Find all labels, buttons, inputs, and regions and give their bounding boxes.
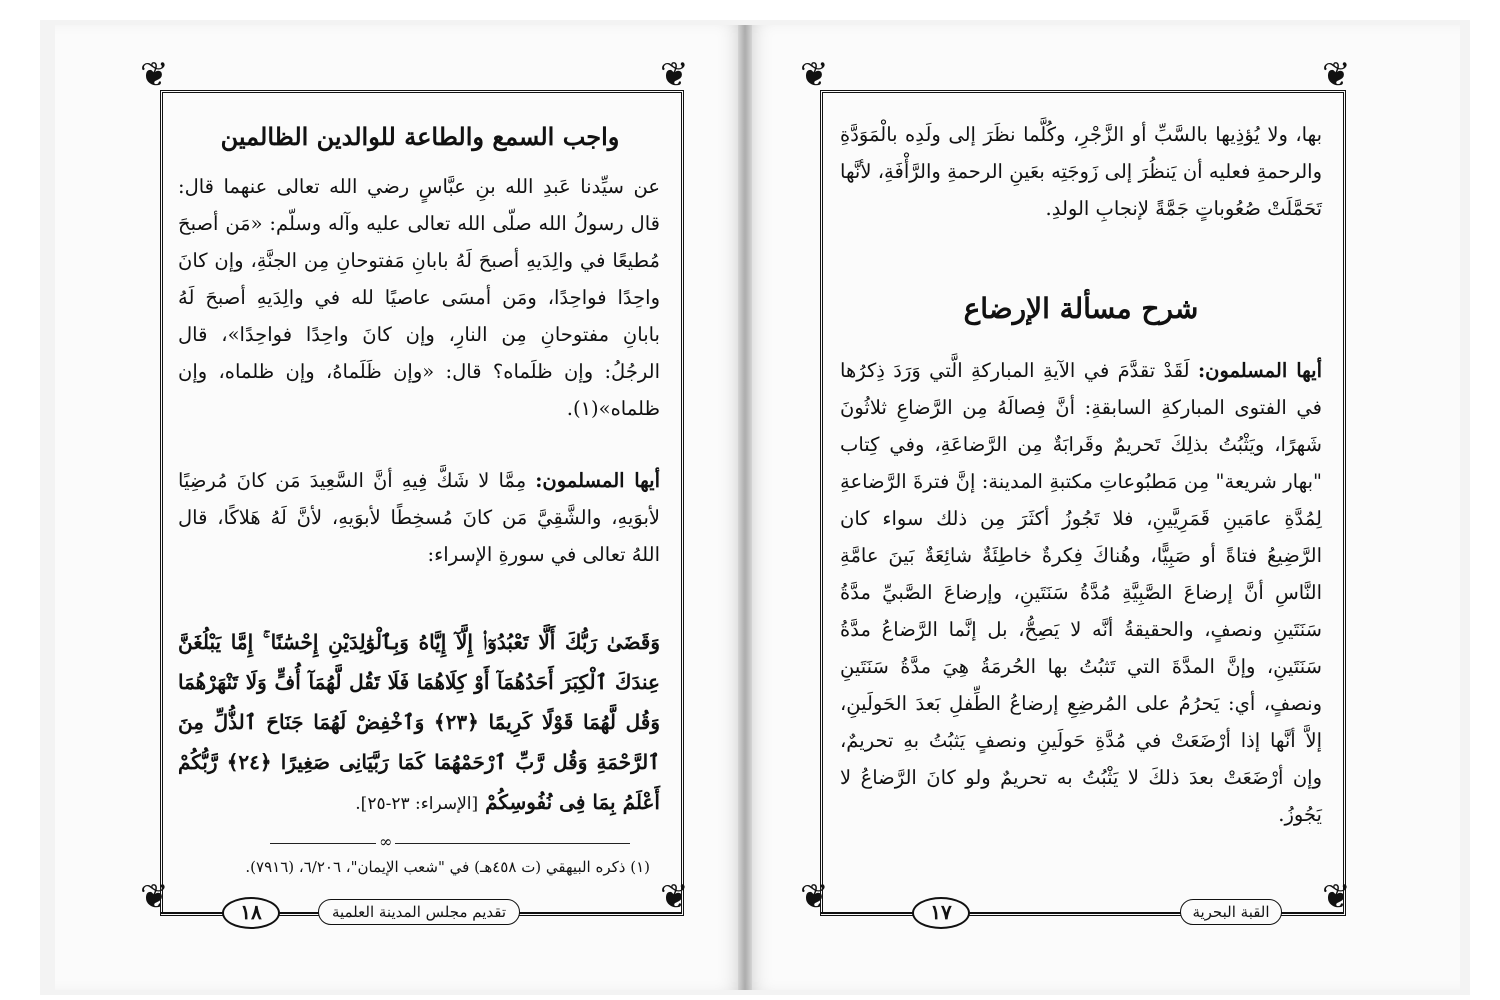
corner-ornament-icon: ❦ bbox=[140, 55, 169, 95]
left-page-paragraph bbox=[178, 462, 660, 573]
right-page-paragraph bbox=[840, 352, 1322, 833]
paragraph-lead: أيها المسلمون: bbox=[535, 469, 660, 492]
quran-verse bbox=[178, 622, 660, 824]
corner-ornament-icon: ❦ bbox=[660, 877, 689, 917]
paragraph-text: لَقَدْ تقدَّمَ في الآيةِ المباركةِ الَّتي وَرَدَ ذِكرُها في الفتوى المباركةِ السابقةِ: أنَّ فِصالَهُ مِن الرَّضاعِ ثلاثُونَ شَهرًا، ويَثْبُتُ بذلِكَ تَحريمٌ وقَرابَةٌ مِن الرَّضاعَةِ، وفي كِتاب "بهار شريعة" مِن مَطبُوعاتِ مكتبةِ المدينة: إنَّ فترةَ الرَّضاعةِ لِمُدَّةِ عامَينِ قَمَرِيَّينِ، فلا تَجُوزُ أكثَرَ مِن ذلك سواء كان الرَّضِيعُ فتاةً أو صَبِيًّا، وهُناكَ فِكرةٌ خاطِئَةٌ شائِعَةٌ بَينَ عامَّةِ النَّاسِ أنَّ إرضاعَ الصَّبِيَّةِ مُدَّةُ سَنَتَينِ، وإرضاعَ الصَّبيِّ مدَّةُ سَنَتَينِ ونصفٍ، والحقيقةُ أنَّه لا يَصِحُّ، بل إنَّما الرَّضاعُ مدَّةُ سَنَتَينِ، وإنَّ المدَّةَ التي تَثبُتُ بها الحُرمَةُ هِيَ مدَّةُ سَنَتَينِ ونصفٍ، أي: يَحرُمُ على المُرضِعِ إرضاعُ الطِّفلِ بَعدَ الحَولَينِ، إلاَّ أنَّها إذا أرْضَعَتْ في مُدَّةِ حَولَينِ ونصفٍ يَثبُتُ بهِ تحريمٌ، وإن أرْضَعَتْ بعدَ ذلكَ لا يَثْبُتُ به تحريمٌ ولو كانَ الرَّضاعُ لا يَجُوزُ. bbox=[840, 359, 1322, 826]
verse-reference: [الإسراء: ٢٣-٢٥]. bbox=[355, 794, 479, 814]
corner-ornament-icon: ❦ bbox=[800, 55, 829, 95]
footer-title: تقديم مجلس المدينة العلمية bbox=[318, 899, 520, 925]
footnote-divider bbox=[270, 843, 630, 844]
verse-text: وَقَضَىٰ رَبُّكَ أَلَّا تَعْبُدُوٓا۟ إِلَّآ إِيَّاهُ وَبِٱلْوَٰلِدَيْنِ إِحْسَٰنًا ۚ إِمَّا يَبْلُغَنَّ عِندَكَ ٱلْكِبَرَ أَحَدُهُمَآ أَوْ كِلَاهُمَا فَلَا تَقُل لَّهُمَآ أُفٍّ وَلَا تَنْهَرْهُمَا وَقُل لَّهُمَا قَوْلًا كَرِيمًا ﴿٢٣﴾ وَٱخْفِضْ لَهُمَا جَنَاحَ ٱلذُّلِّ مِنَ ٱلرَّحْمَةِ وَقُل رَّبِّ ٱرْحَمْهُمَا كَمَا رَبَّيَانِى صَغِيرًا ﴿٢٤﴾ رَّبُّكُمْ أَعْلَمُ بِمَا فِى نُفُوسِكُمْ bbox=[178, 630, 661, 814]
divider-ornament-icon: ∞ bbox=[376, 832, 395, 851]
page-number: ١٧ bbox=[912, 897, 970, 929]
right-page-heading: شرح مسألة الإرضاع bbox=[963, 292, 1199, 325]
paragraph-text: مِمَّا لا شَكَّ فِيهِ أنَّ السَّعِيدَ مَن كانَ مُرضِيًا لأبوَيهِ، والشَّقِيَّ مَن كانَ مُسخِطًا لأبوَيهِ، لأنَّ لَهُ هَلاكًا، قال اللهُ تعالى في سورةِ الإسراء: bbox=[178, 469, 660, 566]
corner-ornament-icon: ❦ bbox=[660, 55, 689, 95]
left-page-paragraph: عن سيِّدنا عَبدِ الله بنِ عبَّاسٍ رضي الله تعالى عنهما قال: قال رسولُ الله صلّى الله تعالى عليه وآله وسلّم: «مَن أصبحَ مُطيعًا في والِدَيهِ أصبحَ لَهُ بابانِ مَفتوحانِ مِن الجنَّةِ، وإن كانَ واحِدًا فواحِدًا، ومَن أمسَى عاصيًا لله في والِدَيهِ أصبحَ لَهُ بابانِ مفتوحانِ مِن النارِ، وإن كانَ واحِدًا فواحِدًا»، قال الرجُلُ: وإن ظلَماه؟ قال: «وإن ظَلَماهُ، وإن ظلماه، وإن ظلماه»(١). bbox=[178, 175, 660, 420]
left-page-heading: واجب السمع والطاعة للوالدين الظالمين bbox=[220, 122, 620, 151]
paragraph-lead: أيها المسلمون: bbox=[1197, 359, 1322, 382]
page-number: ١٨ bbox=[222, 897, 280, 929]
right-page-paragraph: بها، ولا يُؤذِيها بالسَّبِّ أو الزَّجْرِ، وكُلَّما نظَرَ إلى ولَدِه بالْمَوَدَّةِ والرحمةِ فعليه أن يَنظُرَ إلى زَوجَتِه بعَينِ الرحمةِ والرَّأْفَةِ، لأنَّها تَحَمَّلَتْ صُعُوباتٍ جَمَّةً لإنجابِ الولدِ. bbox=[840, 123, 1322, 220]
book-spine bbox=[738, 25, 752, 990]
corner-ornament-icon: ❦ bbox=[1322, 877, 1351, 917]
footer-title: القبة البحرية bbox=[1180, 899, 1282, 925]
corner-ornament-icon: ❦ bbox=[140, 877, 169, 917]
corner-ornament-icon: ❦ bbox=[1322, 55, 1351, 95]
footnote: (١) ذكره البيهقي (ت ٤٥٨هـ) في "شعب الإيمان"، ٦/٢٠٦، (٧٩١٦). bbox=[245, 858, 650, 876]
corner-ornament-icon: ❦ bbox=[800, 877, 829, 917]
